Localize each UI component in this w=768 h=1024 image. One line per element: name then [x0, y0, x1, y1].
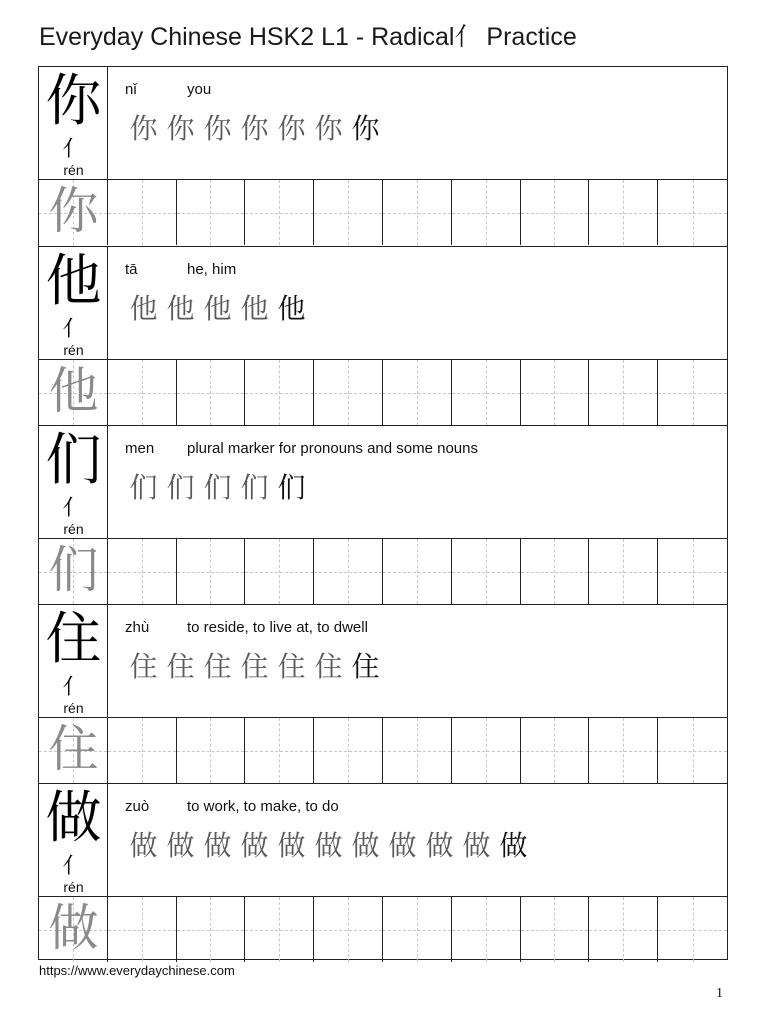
practice-cell[interactable]: [452, 539, 521, 604]
stroke-step: 做: [203, 829, 232, 862]
stroke-order: [125, 647, 384, 687]
practice-cell[interactable]: [589, 539, 658, 604]
trace-character: 他: [48, 362, 99, 420]
stroke-order: [125, 109, 384, 149]
main-character: 他: [45, 249, 102, 314]
practice-cell[interactable]: [245, 180, 314, 245]
stroke-step: 你: [314, 112, 343, 145]
practice-cell[interactable]: [658, 539, 727, 604]
practice-cell[interactable]: [245, 539, 314, 604]
practice-cell[interactable]: [177, 897, 246, 962]
pinyin: zhù: [125, 619, 150, 636]
trace-cell: [39, 539, 108, 604]
main-character: 们: [45, 428, 102, 493]
stroke-step: 他: [277, 292, 306, 325]
stroke-step: 他: [203, 292, 232, 325]
stroke-step: 做: [129, 829, 158, 862]
practice-cell[interactable]: [177, 718, 246, 783]
character-meta: [125, 81, 211, 99]
practice-cell[interactable]: [177, 360, 246, 425]
stroke-step: 你: [277, 112, 306, 145]
trace-character: 们: [48, 541, 99, 599]
stroke-step: 做: [240, 829, 269, 862]
stroke-step: 做: [166, 829, 195, 862]
practice-cell[interactable]: [245, 897, 314, 962]
character-section: [39, 425, 727, 604]
practice-cell[interactable]: [589, 360, 658, 425]
practice-sheet: [38, 66, 728, 960]
stroke-step: 他: [166, 292, 195, 325]
stroke-step: 们: [240, 471, 269, 504]
stroke-step: 你: [166, 112, 195, 145]
practice-cell[interactable]: [383, 360, 452, 425]
practice-row: [39, 360, 727, 425]
meaning: to work, to make, to do: [187, 798, 339, 815]
pinyin: tā: [125, 261, 138, 278]
practice-cell[interactable]: [383, 180, 452, 245]
practice-cell[interactable]: [108, 897, 177, 962]
practice-row: [39, 897, 727, 962]
trace-character: 你: [48, 182, 99, 240]
stroke-step: 住: [129, 650, 158, 683]
main-character: 做: [45, 786, 102, 851]
stroke-step: 你: [203, 112, 232, 145]
practice-cell[interactable]: [589, 180, 658, 245]
character-meta: [125, 261, 236, 279]
radical: 亻: [62, 675, 85, 700]
practice-cell[interactable]: [314, 180, 383, 245]
radical: 亻: [62, 317, 85, 342]
practice-cell[interactable]: [177, 180, 246, 245]
character-cell: [39, 67, 108, 180]
radical-pinyin: rén: [63, 162, 84, 178]
character-cell: [39, 426, 108, 539]
character-info-row: [39, 605, 727, 718]
practice-cell[interactable]: [589, 897, 658, 962]
practice-cell[interactable]: [521, 360, 590, 425]
practice-cell[interactable]: [108, 180, 177, 245]
character-meta: [125, 798, 339, 816]
stroke-step: 做: [351, 829, 380, 862]
stroke-order: [125, 468, 310, 508]
practice-cell[interactable]: [383, 718, 452, 783]
character-section: [39, 604, 727, 783]
practice-cell[interactable]: [589, 718, 658, 783]
pinyin: men: [125, 440, 155, 457]
practice-row: [39, 180, 727, 245]
practice-cell[interactable]: [452, 360, 521, 425]
character-cell: [39, 784, 108, 897]
main-character: 住: [45, 607, 102, 672]
stroke-step: 做: [499, 829, 528, 862]
meaning: plural marker for pronouns and some nouns: [187, 440, 478, 457]
radical-pinyin: rén: [63, 879, 84, 895]
stroke-step: 们: [166, 471, 195, 504]
meaning: you: [187, 81, 212, 98]
stroke-step: 住: [166, 650, 195, 683]
practice-cell[interactable]: [521, 180, 590, 245]
practice-cell[interactable]: [658, 360, 727, 425]
stroke-step: 住: [351, 650, 380, 683]
trace-cell: [39, 718, 108, 783]
practice-cell[interactable]: [383, 897, 452, 962]
character-section: [39, 783, 727, 962]
trace-cell: [39, 360, 108, 425]
stroke-order: [125, 826, 532, 866]
character-section: [39, 67, 727, 246]
stroke-step: 你: [129, 112, 158, 145]
pinyin: zuò: [125, 798, 150, 815]
trace-character: 做: [48, 899, 99, 957]
radical-pinyin: rén: [63, 342, 84, 358]
stroke-step: 们: [203, 471, 232, 504]
meaning: he, him: [187, 261, 237, 278]
stroke-step: 做: [314, 829, 343, 862]
stroke-order: [125, 289, 310, 329]
stroke-step: 他: [240, 292, 269, 325]
main-character: 你: [45, 69, 102, 134]
pinyin: nǐ: [125, 81, 137, 98]
practice-cell[interactable]: [245, 360, 314, 425]
stroke-step: 做: [425, 829, 454, 862]
footer-url[interactable]: https://www.everydaychinese.com: [39, 963, 235, 978]
stroke-step: 们: [129, 471, 158, 504]
stroke-step: 们: [277, 471, 306, 504]
character-info-row: [39, 247, 727, 360]
radical: 亻: [62, 137, 85, 162]
practice-cell[interactable]: [383, 539, 452, 604]
radical-pinyin: rén: [63, 521, 84, 537]
practice-cell[interactable]: [314, 360, 383, 425]
stroke-step: 住: [203, 650, 232, 683]
practice-cell[interactable]: [521, 718, 590, 783]
practice-cell[interactable]: [314, 539, 383, 604]
practice-cell[interactable]: [658, 897, 727, 962]
character-meta: [125, 619, 368, 637]
trace-cell: [39, 897, 108, 962]
practice-cell[interactable]: [452, 718, 521, 783]
stroke-step: 住: [277, 650, 306, 683]
practice-cell[interactable]: [658, 718, 727, 783]
stroke-step: 住: [240, 650, 269, 683]
practice-row: [39, 718, 727, 783]
page-title: Everyday Chinese HSK2 L1 - Radical亻 Practice: [39, 23, 577, 51]
practice-cell[interactable]: [521, 539, 590, 604]
character-info-row: [39, 426, 727, 539]
trace-character: 住: [48, 720, 99, 778]
practice-cell[interactable]: [314, 897, 383, 962]
practice-cell[interactable]: [452, 897, 521, 962]
character-cell: [39, 605, 108, 718]
practice-cell[interactable]: [108, 539, 177, 604]
character-section: [39, 246, 727, 425]
practice-cell[interactable]: [658, 180, 727, 245]
radical-pinyin: rén: [63, 700, 84, 716]
stroke-step: 做: [462, 829, 491, 862]
stroke-step: 做: [388, 829, 417, 862]
trace-cell: [39, 180, 108, 245]
practice-row: [39, 539, 727, 604]
practice-cell[interactable]: [108, 360, 177, 425]
radical: 亻: [62, 854, 85, 879]
practice-cell[interactable]: [314, 718, 383, 783]
stroke-step: 做: [277, 829, 306, 862]
meaning: to reside, to live at, to dwell: [187, 619, 368, 636]
stroke-step: 住: [314, 650, 343, 683]
character-info-row: [39, 67, 727, 180]
character-meta: [125, 440, 478, 458]
character-info-row: [39, 784, 727, 897]
practice-cell[interactable]: [108, 718, 177, 783]
character-cell: [39, 247, 108, 360]
radical: 亻: [62, 496, 85, 521]
practice-cell[interactable]: [245, 718, 314, 783]
practice-cell[interactable]: [521, 897, 590, 962]
page-number: 1: [716, 986, 723, 1001]
practice-cell[interactable]: [452, 180, 521, 245]
practice-cell[interactable]: [177, 539, 246, 604]
stroke-step: 他: [129, 292, 158, 325]
stroke-step: 你: [240, 112, 269, 145]
stroke-step: 你: [351, 112, 380, 145]
